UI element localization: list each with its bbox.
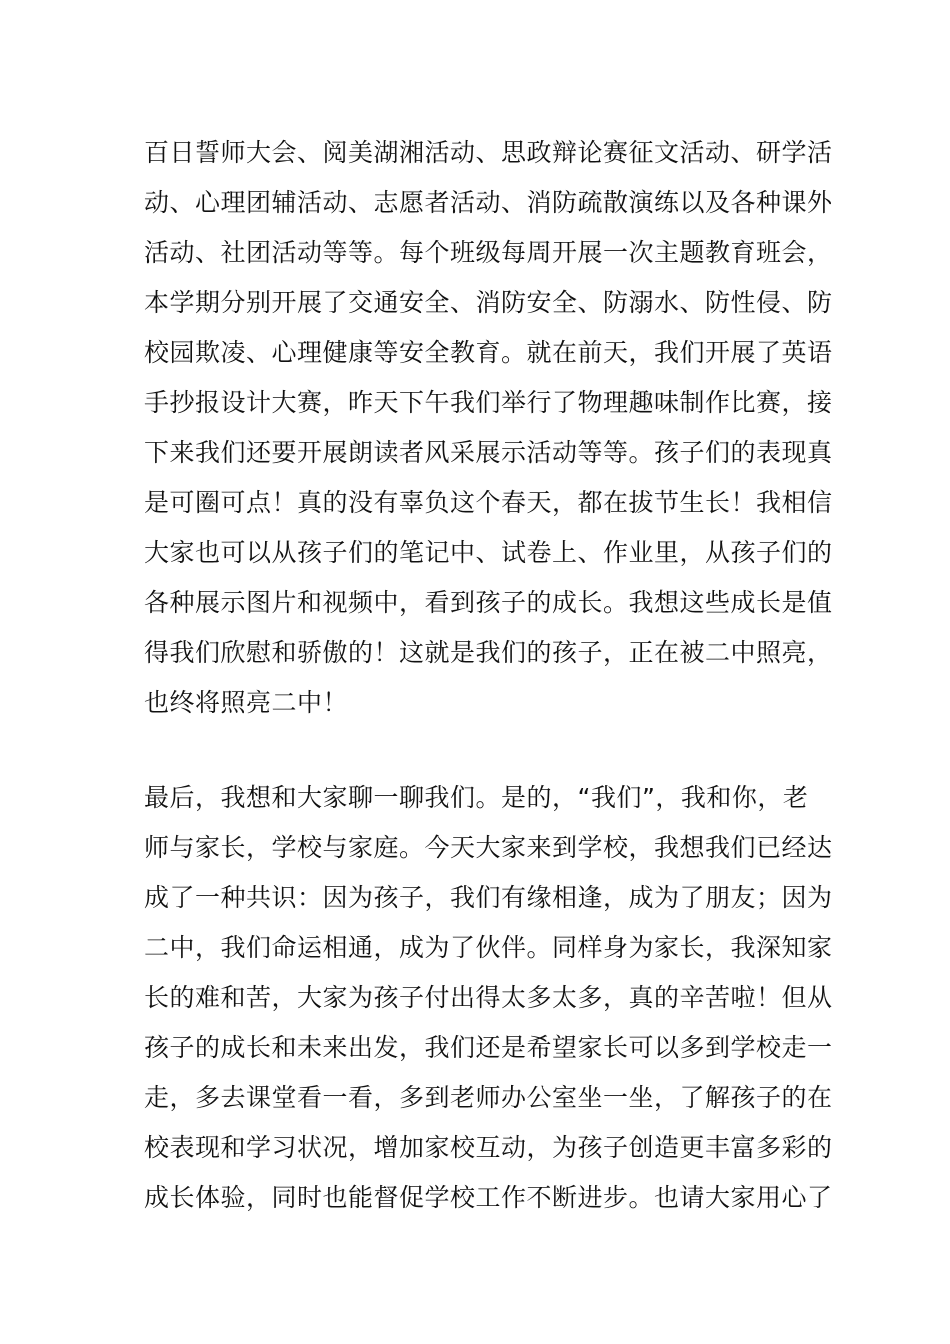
- text-line: 二中，我们命运相通，成为了伙伴。同样身为家长，我深知家: [144, 933, 833, 962]
- text-line: 活动、社团活动等等。每个班级每周开展一次主题教育班会，: [144, 238, 833, 267]
- text-line: 校表现和学习状况，增加家校互动，为孩子创造更丰富多彩的: [144, 1133, 833, 1162]
- text-line: 成长体验，同时也能督促学校工作不断进步。也请大家用心了: [144, 1183, 833, 1212]
- text-line: 下来我们还要开展朗读者风采展示活动等等。孩子们的表现真: [144, 438, 833, 467]
- text-line: 百日誓师大会、阅美湖湘活动、思政辩论赛征文活动、研学活: [144, 138, 833, 167]
- text-line: 最后，我想和大家聊一聊我们。是的，“我们”，我和你，老: [144, 783, 809, 812]
- text-line: 成了一种共识：因为孩子，我们有缘相逢，成为了朋友；因为: [144, 883, 833, 912]
- text-line: 本学期分别开展了交通安全、消防安全、防溺水、防性侵、防: [144, 288, 833, 317]
- paragraph-home-school: [144, 773, 833, 1223]
- text-line: 动、心理团辅活动、志愿者活动、消防疏散演练以及各种课外: [144, 188, 833, 217]
- text-line: 走，多去课堂看一看，多到老师办公室坐一坐，了解孩子的在: [144, 1083, 833, 1112]
- text-line: 校园欺凌、心理健康等安全教育。就在前天，我们开展了英语: [144, 338, 833, 367]
- text-line: 各种展示图片和视频中，看到孩子的成长。我想这些成长是值: [144, 588, 833, 617]
- text-line: 孩子的成长和未来出发，我们还是希望家长可以多到学校走一: [144, 1033, 833, 1062]
- text-line: 大家也可以从孩子们的笔记中、试卷上、作业里，从孩子们的: [144, 538, 833, 567]
- text-line: 师与家长，学校与家庭。今天大家来到学校，我想我们已经达: [144, 833, 833, 862]
- text-line: 长的难和苦，大家为孩子付出得太多太多，真的辛苦啦！但从: [144, 983, 833, 1012]
- text-line: 也终将照亮二中！: [144, 688, 349, 717]
- text-line: 手抄报设计大赛，昨天下午我们举行了物理趣味制作比赛，接: [144, 388, 833, 417]
- text-line: 是可圈可点！真的没有辜负这个春天，都在拔节生长！我相信: [144, 488, 833, 517]
- paragraph-school-activities: [144, 128, 833, 728]
- text-line: 得我们欣慰和骄傲的！这就是我们的孩子，正在被二中照亮，: [144, 638, 833, 667]
